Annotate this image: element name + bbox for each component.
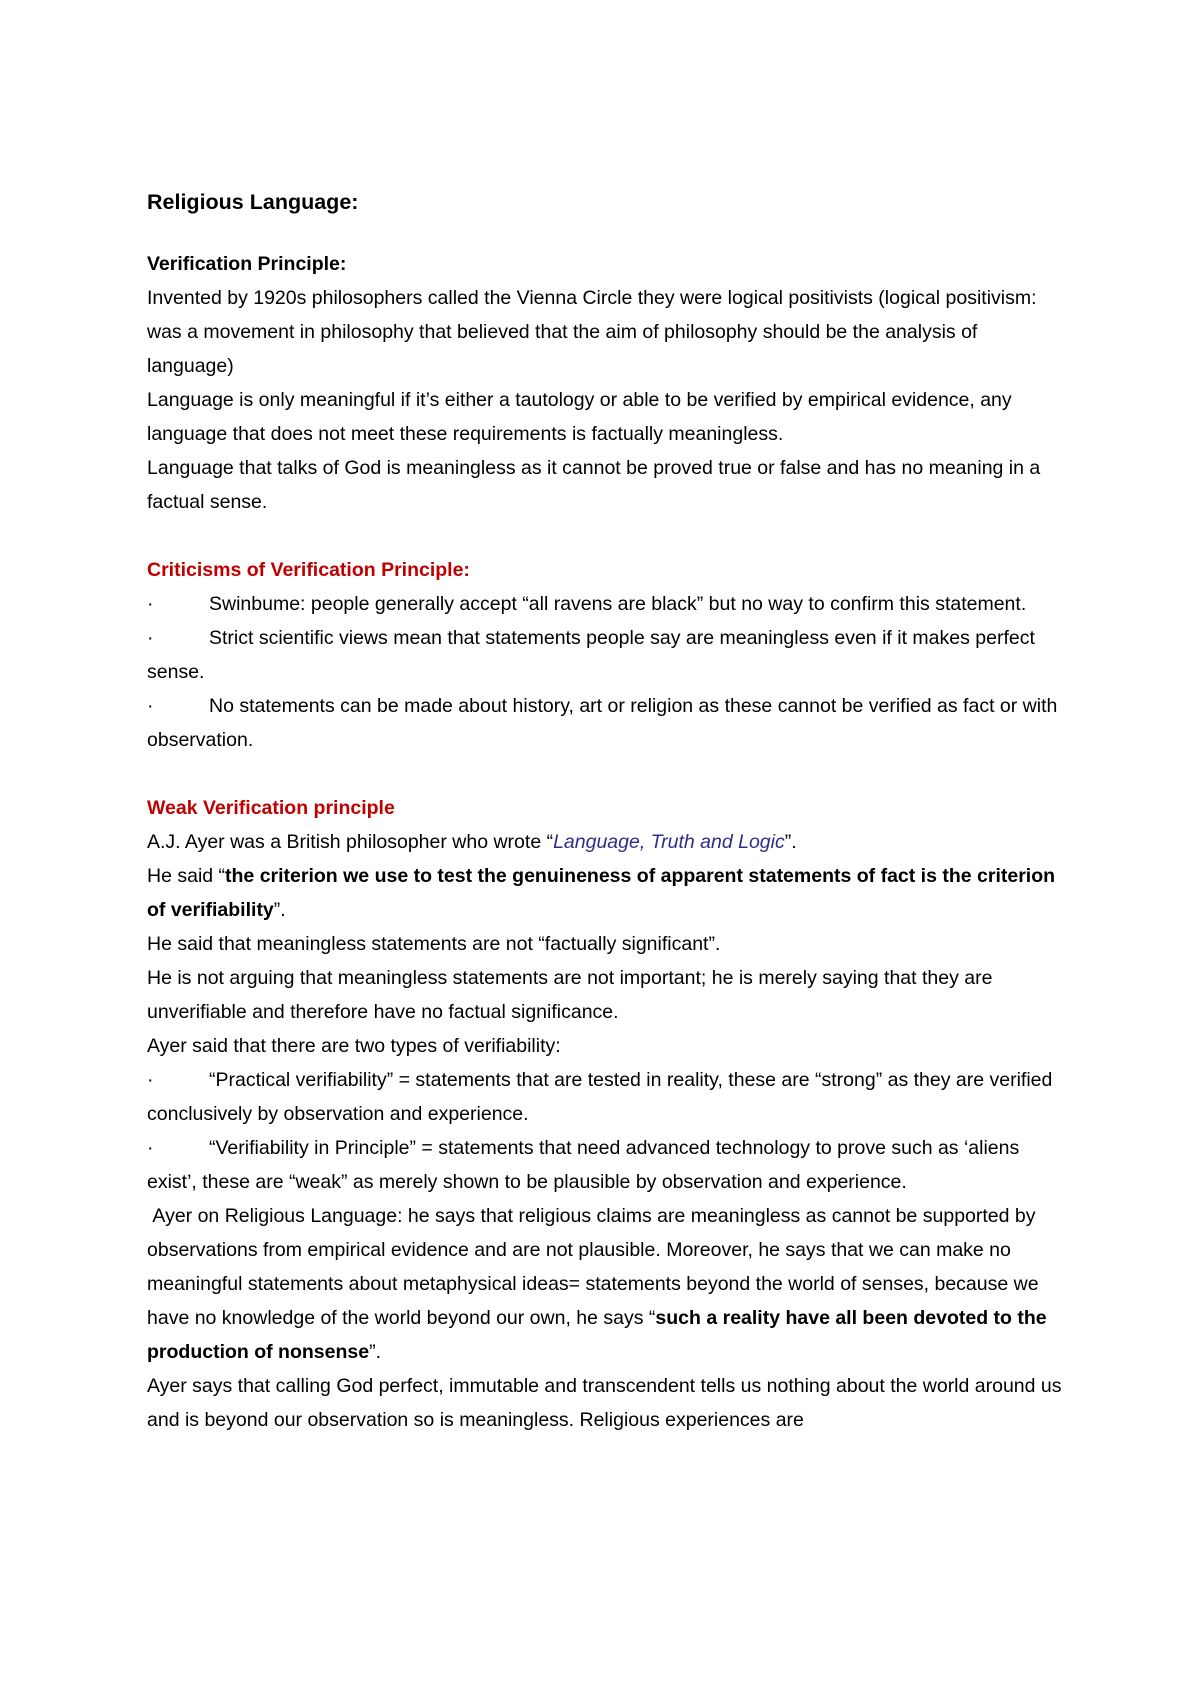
text-run: ”. (784, 831, 797, 853)
list-item (147, 1063, 1067, 1131)
paragraph (147, 859, 1067, 927)
list-item-text: “Verifiability in Principle” = statements that need advanced technology to prove such as ‘aliens exist’, these are “weak” as merely shown to be plausible by observation and experience. (147, 1137, 1020, 1193)
paragraph (147, 1199, 1067, 1369)
list-item-text: “Practical verifiability” = statements that are tested in reality, these are “strong” as they are verified conclusively by observation and experience. (147, 1069, 1053, 1125)
list-item (147, 587, 1067, 621)
paragraph: Ayer says that calling God perfect, immutable and transcendent tells us nothing about the world around us and is beyond our observation so is meaningless. Religious experiences are (147, 1375, 1062, 1431)
list-item (147, 689, 1067, 757)
document-title: Religious Language: (147, 190, 359, 214)
bullet-mark: · (147, 627, 154, 649)
bullet-mark: · (147, 593, 154, 615)
list-item (147, 621, 1067, 689)
list-item-text: No statements can be made about history, art or religion as these cannot be verified as fact or with observation. (147, 695, 1058, 751)
text-run: He said “ (147, 865, 226, 887)
bullet-mark: · (147, 695, 154, 717)
text-run: ”. (273, 899, 286, 921)
quote-bold: the criterion we use to test the genuineness of apparent statements of fact is the criterion of verifiability (147, 865, 1056, 921)
quote-bold: such a reality have all been devoted to the production of nonsense (147, 1307, 1053, 1363)
paragraph: Language that talks of God is meaningless as it cannot be proved true or false and has no meaning in a factual sense. (147, 457, 1041, 513)
list-item-text: Swinbume: people generally accept “all ravens are black” but no way to confirm this statement. (209, 593, 1027, 615)
spacer (147, 519, 1067, 553)
book-title: Language, Truth and Logic (553, 831, 785, 853)
paragraph: Ayer said that there are two types of verifiability: (147, 1035, 561, 1057)
text-run: Ayer on Religious Language: he says that religious claims are meaningless as cannot be supported by observations from empirical evidence and are not plausible. Moreover, he says that we can make no meaningful statements about metaphysical ideas= statements beyond the world of senses, because we have no knowledge of the world beyond our own, he says “ (147, 1205, 1044, 1329)
spacer (147, 757, 1067, 791)
heading-criticisms: Criticisms of Verification Principle: (147, 559, 470, 581)
text-run: A.J. Ayer was a British philosopher who wrote “ (147, 831, 554, 853)
paragraph (147, 825, 1067, 859)
bullet-mark: · (147, 1069, 154, 1091)
list-item-text: Strict scientific views mean that statements people say are meaningless even if it makes perfect sense. (147, 627, 1035, 683)
bullet-mark: · (147, 1137, 154, 1159)
paragraph: Language is only meaningful if it’s either a tautology or able to be verified by empirical evidence, any language that does not meet these requirements is factually meaningless. (147, 389, 1012, 445)
paragraph: He said that meaningless statements are not “factually significant”. (147, 933, 721, 955)
heading-weak-verification: Weak Verification principle (147, 797, 395, 819)
paragraph: Invented by 1920s philosophers called the Vienna Circle they were logical positivists (logical positivism: was a movement in philosophy that believed that the aim of philosophy should be the analysis of language) (147, 287, 1037, 377)
document-body (147, 185, 1067, 1437)
text-run: ”. (369, 1341, 382, 1363)
paragraph: He is not arguing that meaningless statements are not important; he is merely saying that they are unverifiable and therefore have no factual significance. (147, 967, 993, 1023)
heading-verification-principle: Verification Principle: (147, 253, 347, 275)
list-item (147, 1131, 1067, 1199)
